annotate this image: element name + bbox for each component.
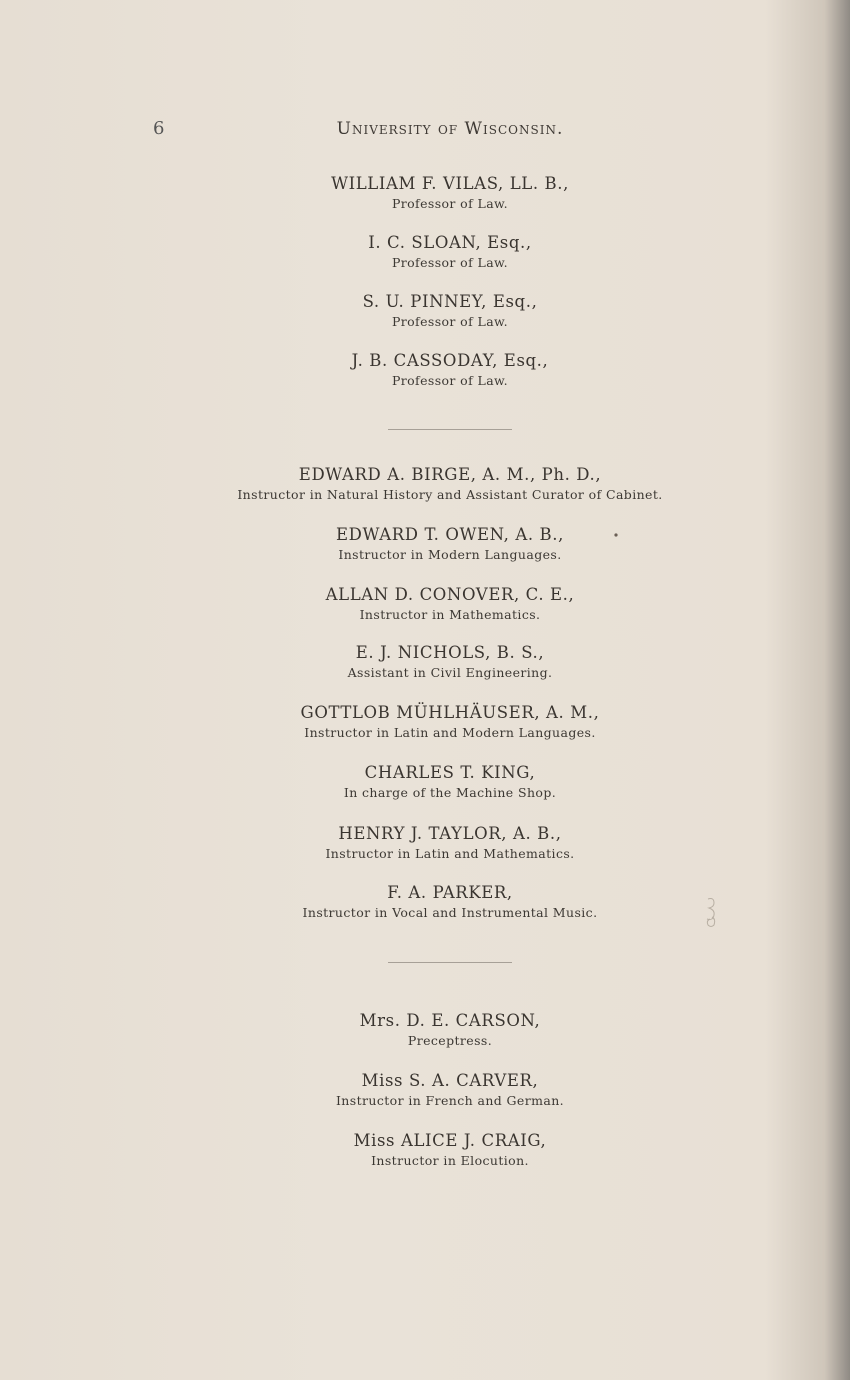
- faculty-role: Instructor in Elocution.: [371, 1153, 529, 1168]
- faculty-name: I. C. SLOAN, Esq.,: [368, 233, 532, 252]
- faculty-entry: [0, 232, 850, 291]
- faculty-entry: [0, 524, 850, 584]
- section-divider: [388, 429, 512, 430]
- faculty-role: Preceptress.: [407, 1033, 493, 1048]
- faculty-entry: [0, 350, 850, 409]
- ink-dot-icon: [612, 531, 620, 539]
- faculty-role: Instructor in Latin and Mathematics.: [325, 846, 575, 861]
- faculty-entry: [0, 702, 850, 762]
- section-divider: [388, 962, 512, 963]
- faculty-name: ALLAN D. CONOVER, C. E.,: [325, 585, 575, 604]
- faculty-name: Mrs. D. E. CARSON,: [359, 1011, 541, 1030]
- faculty-name: HENRY J. TAYLOR, A. B.,: [338, 824, 562, 843]
- faculty-name: Miss ALICE J. CRAIG,: [353, 1131, 547, 1150]
- faculty-name: J. B. CASSODAY, Esq.,: [351, 351, 549, 370]
- faculty-entry: [0, 464, 850, 524]
- running-title: University of Wisconsin.: [336, 119, 564, 139]
- faculty-name: Miss S. A. CARVER,: [361, 1071, 539, 1090]
- faculty-role: Assistant in Civil Engineering.: [347, 665, 553, 680]
- faculty-role: Professor of Law.: [391, 196, 509, 211]
- faculty-name: GOTTLOB MÜHLHÄUSER, A. M.,: [300, 703, 600, 722]
- faculty-entry: [0, 291, 850, 350]
- faculty-name: WILLIAM F. VILAS, LL. B.,: [331, 174, 569, 193]
- faculty-name: S. U. PINNEY, Esq.,: [362, 292, 538, 311]
- faculty-role: Professor of Law.: [391, 314, 509, 329]
- law-faculty-section: [0, 173, 850, 409]
- faculty-entry: [0, 1130, 850, 1190]
- faculty-entry: [0, 173, 850, 232]
- faculty-name: F. A. PARKER,: [387, 883, 513, 902]
- faculty-role: Professor of Law.: [391, 373, 509, 388]
- faculty-role: Instructor in Vocal and Instrumental Music.: [302, 905, 598, 920]
- faculty-entry: [0, 1010, 850, 1070]
- faculty-role: Instructor in Latin and Modern Languages.: [304, 725, 596, 740]
- faculty-entry: [0, 584, 850, 642]
- faculty-role: Instructor in Natural History and Assistant Curator of Cabinet.: [237, 487, 663, 502]
- faculty-role: Instructor in French and German.: [335, 1093, 565, 1108]
- pencil-mark-icon: [700, 895, 724, 931]
- faculty-entry: [0, 823, 850, 882]
- faculty-entry: [0, 1070, 850, 1130]
- faculty-role: Instructor in Modern Languages.: [338, 547, 562, 562]
- faculty-entry: [0, 642, 850, 702]
- women-staff-section: [0, 1010, 850, 1190]
- faculty-role: Professor of Law.: [391, 255, 509, 270]
- faculty-entry: [0, 762, 850, 823]
- faculty-role: In charge of the Machine Shop.: [343, 785, 557, 800]
- faculty-name: CHARLES T. KING,: [364, 763, 536, 782]
- faculty-role: Instructor in Mathematics.: [359, 607, 541, 622]
- faculty-name: EDWARD T. OWEN, A. B.,: [336, 525, 564, 544]
- faculty-name: E. J. NICHOLS, B. S.,: [355, 643, 545, 662]
- faculty-name: EDWARD A. BIRGE, A. M., Ph. D.,: [298, 465, 602, 484]
- page-number: 6: [153, 118, 165, 139]
- instructors-section: [0, 464, 850, 941]
